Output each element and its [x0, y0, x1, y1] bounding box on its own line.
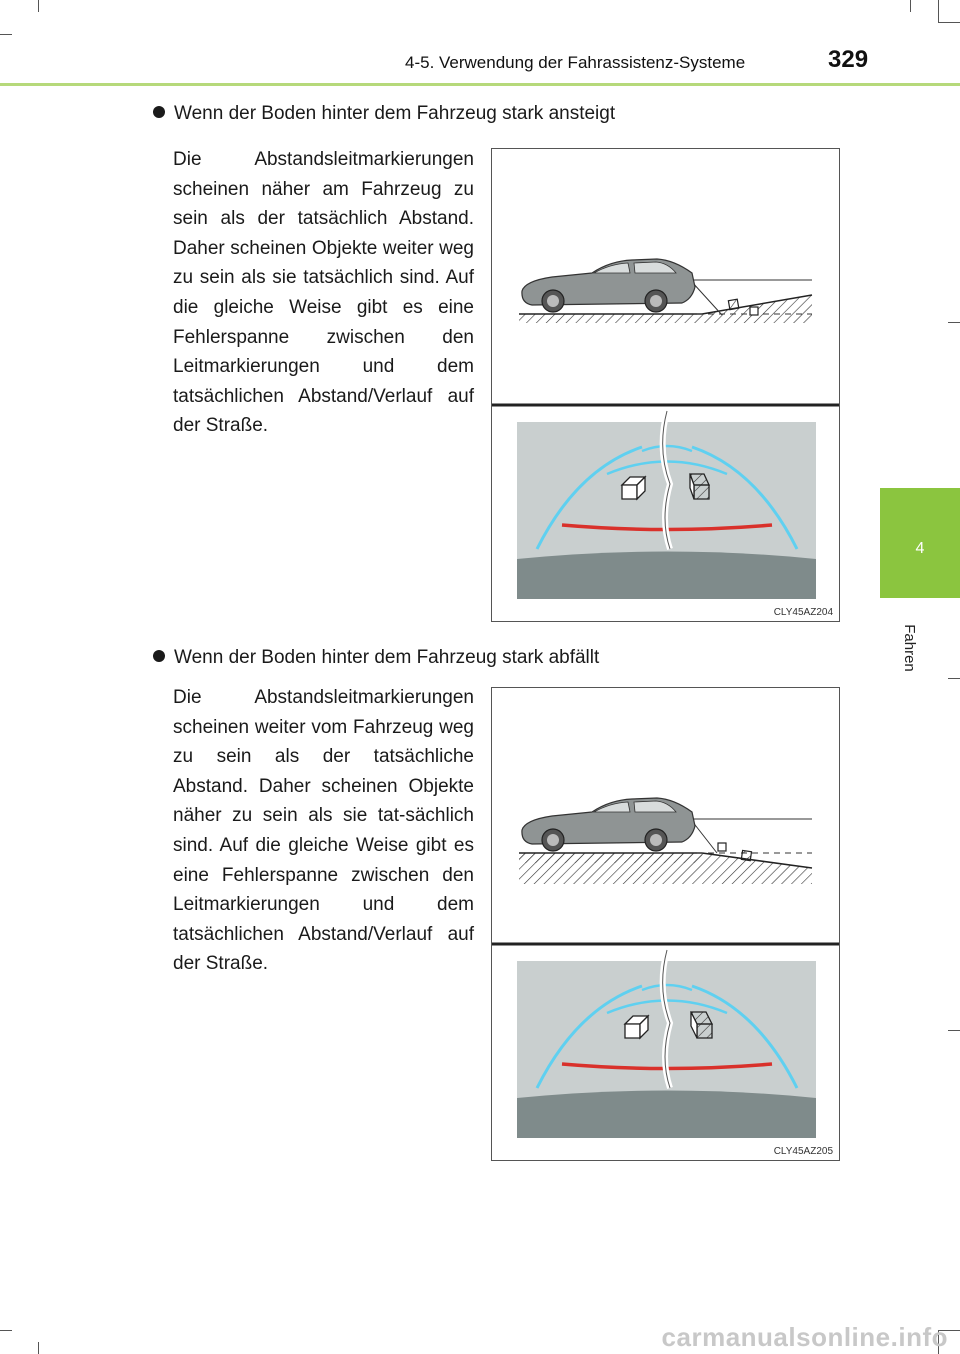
illustration-decline [492, 688, 839, 1160]
section-heading-text: Wenn der Boden hinter dem Fahrzeug stark ansteigt [174, 103, 616, 124]
section-heading-decline [153, 647, 599, 669]
crop-mark [38, 1342, 39, 1354]
car-icon [522, 259, 695, 312]
section-heading-incline [153, 103, 615, 125]
section-title: 4-5. Verwendung der Fahrassistenz-Systeme [405, 53, 746, 72]
figure-code: CLY45AZ204 [773, 607, 833, 618]
bumper-area [517, 552, 816, 600]
bumper-area [517, 1091, 816, 1139]
crop-mark [38, 0, 39, 12]
watermark: carmanualsonline.info [661, 1322, 948, 1352]
object-marker [718, 843, 726, 851]
header-rule [0, 83, 960, 86]
chapter-label: Fahren [901, 624, 918, 672]
section-body-decline: Die Abstandsleitmarkierungen scheinen weiter vom Fahrzeug weg zu sein als der tatsächliche Abstand. Daher scheinen Objekte näher zu sein als sie tat-​sächlich sind. Auf die gleiche Weise gibt es eine Fehlerspanne zwischen den Leitmarkierungen und dem tatsächlichen Abstand/​Verlauf auf der Straße. [173, 687, 474, 975]
page-number: 329 [828, 46, 869, 73]
object-marker [728, 299, 738, 309]
chapter-number: 4 [915, 540, 925, 557]
section-body-incline: Die Abstandsleitmarkierungen scheinen näher am Fahrzeug zu sein als der tatsächlich Abstand. Daher scheinen Objekte weiter weg zu sein als sie tatsächlich sind. Auf die gleiche Weise gibt es eine Fehlerspanne zwischen den Leitmarkierungen und dem tatsächlichen Abstand/Verlauf auf der Straße. [173, 149, 474, 437]
object-cube-icon [690, 474, 709, 499]
crop-mark [938, 0, 939, 22]
section-heading-text: Wenn der Boden hinter dem Fahrzeug stark abfällt [174, 647, 600, 668]
object-marker [750, 307, 758, 315]
crop-mark [948, 678, 960, 679]
crop-mark [910, 0, 911, 12]
crop-mark [938, 22, 960, 23]
chapter-tab [880, 488, 960, 598]
bullet-icon [153, 650, 165, 662]
rear-camera-view [517, 950, 816, 1138]
car-icon [522, 798, 695, 851]
crop-mark [948, 322, 960, 323]
figure-code: CLY45AZ205 [773, 1146, 833, 1157]
crop-mark [0, 1330, 12, 1331]
object-marker [741, 850, 751, 860]
illustration-incline [492, 149, 839, 621]
side-view-scene [519, 259, 812, 323]
crop-mark [948, 1030, 960, 1031]
side-view-scene [519, 798, 812, 884]
bullet-icon [153, 106, 165, 118]
crop-mark [0, 34, 12, 35]
rear-camera-view [517, 411, 816, 599]
figure-incline [491, 148, 840, 622]
figure-decline [491, 687, 840, 1161]
